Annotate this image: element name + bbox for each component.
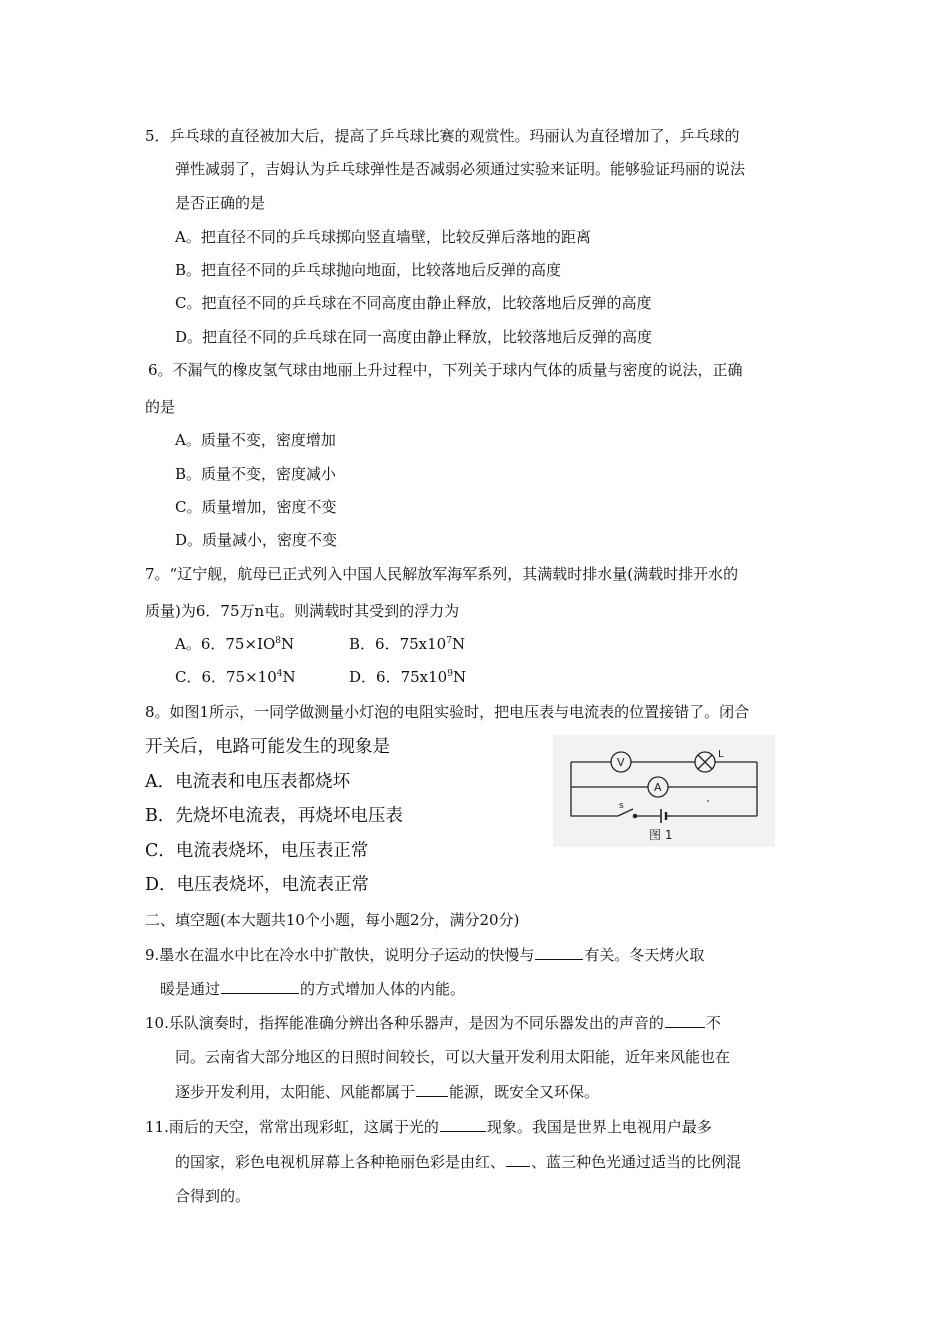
q11-blank-2[interactable]	[506, 1152, 530, 1167]
q5-option-a: A。把直径不同的乒乓球掷向竖直墙壁，比较反弹后落地的距离	[175, 228, 591, 246]
q8-stem-line2: 开关后，电路可能发生的现象是	[145, 737, 390, 757]
circuit-figure	[553, 735, 775, 847]
figure-caption: 图 1	[649, 828, 673, 842]
q10-line3: 逐步开发利用，太阳能、风能都属于 能源，既安全又环保。	[175, 1083, 600, 1101]
q9-blank-1[interactable]	[535, 945, 583, 960]
q7-option-a: A。6．$75\times IO^8N$	[175, 635, 295, 653]
q10-blank-2[interactable]	[416, 1082, 448, 1097]
section2-heading: 二、填空题(本大题共10个小题，每小题2分，满分20分)	[145, 911, 520, 929]
ammeter-label: A	[654, 781, 662, 794]
q8-option-d: D．电压表烧坏，电流表正常	[145, 875, 370, 895]
q8-option-b: B．先烧坏电流表，再烧坏电压表	[145, 806, 403, 826]
circuit-wire-left	[571, 762, 618, 816]
q6-option-d: D。质量减小，密度不变	[175, 531, 338, 549]
q7-stem-line1: 7。“辽宁舰，航母已正式列入中国人民解放军海军系列，其满载时排水量(满载时排开水的	[145, 565, 739, 583]
q9-line1: 9.墨水在温水中比在冷水中扩散快，说明分子运动的快慢与 有关。冬天烤火取	[145, 946, 705, 964]
q7-option-c: C．6．$75\times 10^4N$	[175, 668, 296, 686]
q6-option-c: C。质量增加，密度不变	[175, 498, 337, 516]
q5-option-d: D。把直径不同的乒乓球在同一高度由静止释放，比较落地后反弹的高度	[175, 328, 653, 346]
q8-option-c: C．电流表烧坏，电压表正常	[145, 841, 369, 861]
q10-line1: 10.乐队演奏时，指挥能准确分辨出各种乐器声，是因为不同乐器发出的声音的 不	[145, 1014, 721, 1032]
q5-option-c: C。把直径不同的乒乓球在不同高度由静止释放，比较落地后反弹的高度	[175, 294, 652, 312]
circuit-diagram	[553, 735, 775, 847]
q10-line2: 同。云南省大部分地区的日照时间较长，可以大量开发利用太阳能，近年来风能也在	[175, 1048, 731, 1066]
q11-line3: 合得到的。	[175, 1187, 251, 1205]
lamp-label: L	[718, 749, 724, 760]
q6-stem-line2: 的是	[145, 398, 176, 416]
q6-option-b: B。质量不变，密度减小	[175, 465, 337, 483]
q8-stem-line1: 8。如图1所示，一同学做测量小灯泡的电阻实验时，把电压表与电流表的位置接错了。闭合	[145, 703, 750, 721]
q8-option-a: A．电流表和电压表都烧坏	[145, 772, 351, 792]
q11-line1: 11.雨后的天空，常常出现彩虹，这属于光的 现象。我国是世界上电视用户最多	[145, 1118, 712, 1136]
voltmeter-label: V	[617, 756, 625, 769]
q7-option-d: D．6．$75x10^9N$	[349, 668, 467, 686]
q5-option-b: B。把直径不同的乒乓球抛向地面，比较落地后反弹的高度	[175, 261, 562, 279]
q7-option-b: B．6．$75x10^7N$	[349, 635, 466, 653]
q6-stem-line1: 6。不漏气的橡皮氢气球由地丽上升过程中，下列关于球内气体的质量与密度的说法，正确	[148, 361, 743, 379]
q11-line2: 的国家，彩色电视机屏幕上各种艳丽色彩是由红、 、蓝三种色光通过适当的比例混	[175, 1153, 742, 1171]
q10-blank-1[interactable]	[665, 1013, 705, 1028]
q7-stem-line2: 质量)为6．75万n屯。则满载时其受到的浮力为	[145, 602, 460, 620]
q5-stem-line3: 是否正确的是	[175, 194, 266, 212]
q9-line2: 暖是通过 的方式增加人体的内能。	[160, 980, 466, 998]
q5-stem-line2: 弹性减弱了，吉姆认为乒乓球弹性是否减弱必须通过实验来证明。能够验证玛丽的说法	[175, 160, 746, 178]
q6-option-a: A。质量不变，密度增加	[175, 431, 336, 449]
q5-stem-line1: 5．乒乓球的直径被加大后，提高了乒乓球比赛的观赏性。玛丽认为直径增加了，乒乓球的	[145, 127, 740, 145]
q9-blank-2[interactable]	[221, 979, 299, 994]
q11-blank-1[interactable]	[440, 1117, 486, 1132]
switch-label: s	[619, 801, 624, 811]
